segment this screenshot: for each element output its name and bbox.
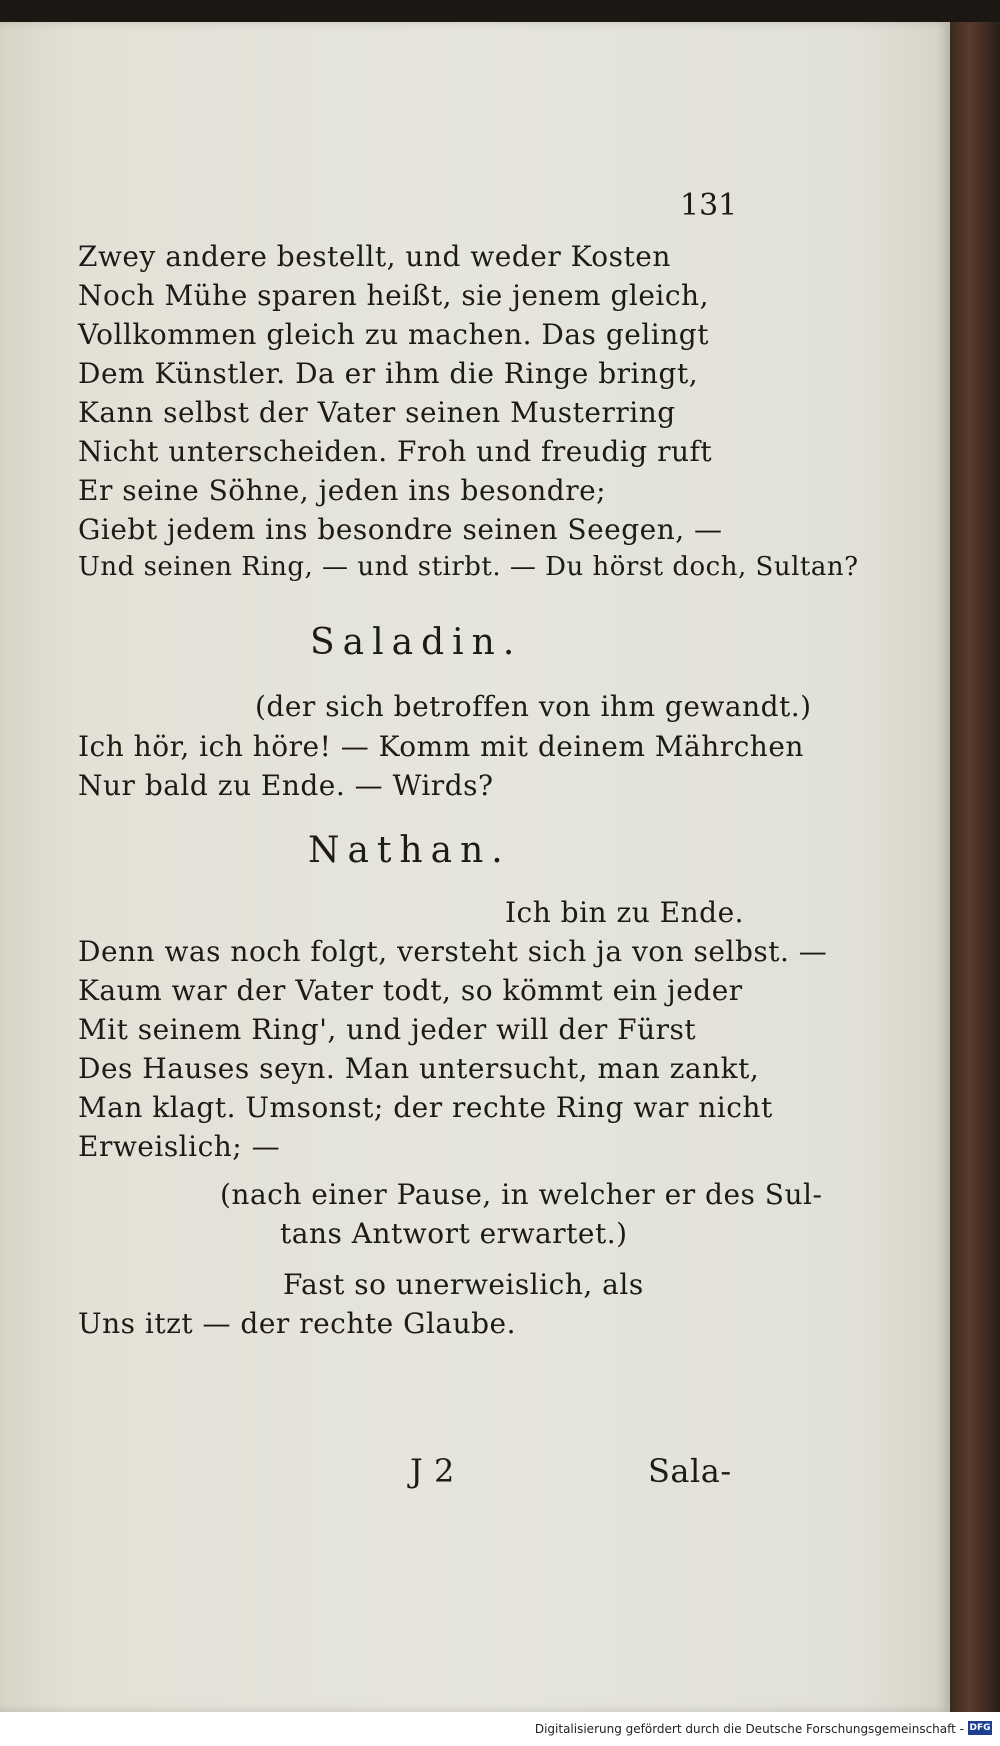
footer-credit: Digitalisierung gefördert durch die Deutsche Forschungsgemeinschaft - bbox=[534, 1722, 964, 1736]
verse-line: Dem Künstler. Da er ihm die Ringe bringt, bbox=[78, 357, 699, 390]
dfg-logo: DFG bbox=[969, 1723, 991, 1733]
verse-line: Nicht unterscheiden. Froh und freudig ruft bbox=[78, 435, 713, 468]
verse-line: Man klagt. Umsonst; der rechte Ring war nicht bbox=[78, 1091, 773, 1124]
verse-line: Kaum war der Vater todt, so kömmt ein jeder bbox=[78, 974, 743, 1007]
catchword: Sala- bbox=[648, 1452, 732, 1490]
verse-line: Denn was noch folgt, versteht sich ja von selbst. — bbox=[78, 935, 828, 968]
stage-direction: (der sich betroffen von ihm gewandt.) bbox=[255, 690, 812, 723]
speaker-saladin: Saladin. bbox=[310, 622, 523, 663]
verse-line: Mit seinem Ring', und jeder will der Fürst bbox=[78, 1013, 697, 1046]
stage-direction-line: (nach einer Pause, in welcher er des Sul- bbox=[220, 1178, 823, 1211]
signature-mark: J 2 bbox=[410, 1452, 455, 1490]
speaker-nathan: Nathan. bbox=[308, 830, 511, 871]
stage-direction-line: tans Antwort erwartet.) bbox=[280, 1217, 628, 1250]
verse-line: Zwey andere bestellt, und weder Kosten bbox=[78, 240, 671, 273]
verse-line: Nur bald zu Ende. — Wirds? bbox=[78, 769, 494, 802]
verse-line: Kann selbst der Vater seinen Musterring bbox=[78, 396, 676, 429]
verse-line: Noch Mühe sparen heißt, sie jenem gleich, bbox=[78, 279, 709, 312]
verse-line: Ich bin zu Ende. bbox=[505, 896, 745, 929]
verse-line: Fast so unerweislich, als bbox=[283, 1268, 644, 1301]
footer-bar bbox=[0, 1712, 1000, 1746]
verse-line: Und seinen Ring, — und stirbt. — Du hörst doch, Sultan? bbox=[78, 552, 859, 582]
page-number: 131 bbox=[680, 188, 738, 223]
verse-line: Vollkommen gleich zu machen. Das gelingt bbox=[78, 318, 709, 351]
verse-line: Er seine Söhne, jeden ins besondre; bbox=[78, 474, 607, 507]
verse-line: Giebt jedem ins besondre seinen Seegen, — bbox=[78, 513, 723, 546]
verse-line: Erweislich; — bbox=[78, 1130, 281, 1163]
book-edge bbox=[950, 22, 1000, 1722]
verse-line: Uns itzt — der rechte Glaube. bbox=[78, 1307, 517, 1340]
verse-line: Ich hör, ich höre! — Komm mit deinem Mährchen bbox=[78, 730, 804, 763]
verse-line: Des Hauses seyn. Man untersucht, man zankt, bbox=[78, 1052, 760, 1085]
